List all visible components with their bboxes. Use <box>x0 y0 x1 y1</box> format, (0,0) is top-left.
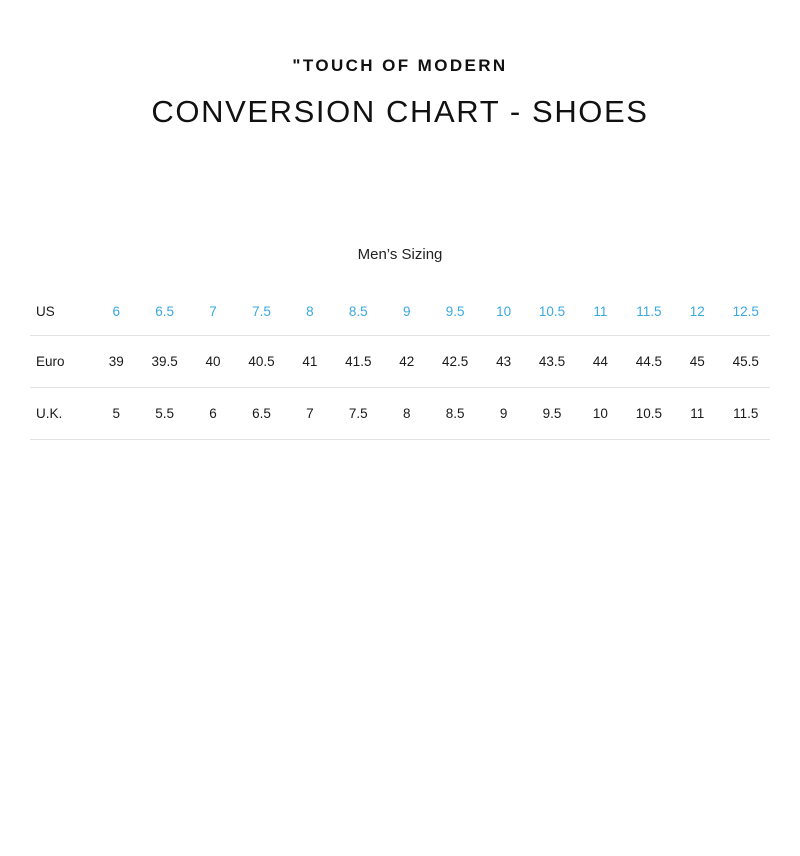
cell-euro-12: 45 <box>673 335 721 387</box>
row-label-uk: U.K. <box>30 387 92 439</box>
cell-uk-2: 6 <box>189 387 237 439</box>
cell-uk-5: 7.5 <box>334 387 382 439</box>
cell-euro-4: 41 <box>286 335 334 387</box>
conversion-chart-page <box>0 56 800 856</box>
cell-us-2: 7 <box>209 304 217 320</box>
cell-us-1: 6.5 <box>155 304 175 320</box>
cell-uk-13: 11.5 <box>721 387 770 439</box>
cell-uk-1: 5.5 <box>140 387 188 439</box>
cell-us-6: 9 <box>402 304 411 320</box>
page-title: CONVERSION CHART - SHOES <box>151 94 649 129</box>
brand-logo: ʺTOUCH OF MODERN <box>292 56 508 75</box>
cell-uk-7: 8.5 <box>431 387 479 439</box>
cell-us-0: 6 <box>112 304 120 320</box>
cell-euro-8: 43 <box>479 335 527 387</box>
table-row-us <box>30 289 770 335</box>
row-label-us: US <box>36 304 55 320</box>
cell-euro-2: 40 <box>189 335 237 387</box>
table-row-euro <box>30 335 770 387</box>
cell-euro-5: 41.5 <box>334 335 382 387</box>
cell-euro-7: 42.5 <box>431 335 479 387</box>
cell-us-10: 11 <box>593 304 608 320</box>
cell-euro-3: 40.5 <box>237 335 285 387</box>
cell-us-5: 8.5 <box>348 304 368 320</box>
table-bottom-border-row <box>30 439 770 440</box>
cell-us-9: 10.5 <box>538 304 566 320</box>
cell-uk-0: 5 <box>92 387 140 439</box>
cell-uk-6: 8 <box>383 387 431 439</box>
cell-euro-10: 44 <box>576 335 624 387</box>
size-table-wrapper <box>0 289 800 440</box>
cell-us-3: 7.5 <box>252 304 271 320</box>
cell-euro-11: 44.5 <box>625 335 673 387</box>
cell-uk-9: 9.5 <box>528 387 576 439</box>
cell-euro-6: 42 <box>383 335 431 387</box>
cell-euro-1: 39.5 <box>140 335 188 387</box>
cell-uk-10: 10 <box>576 387 624 439</box>
cell-uk-8: 9 <box>479 387 527 439</box>
cell-us-4: 8 <box>306 304 314 320</box>
cell-us-8: 10 <box>496 304 512 320</box>
section-title: Men’s Sizing <box>357 246 443 263</box>
cell-us-13: 12.5 <box>732 304 759 320</box>
cell-uk-3: 6.5 <box>237 387 285 439</box>
size-conversion-table <box>30 289 770 440</box>
row-label-euro: Euro <box>30 335 92 387</box>
cell-us-11: 11.5 <box>636 304 662 320</box>
cell-uk-12: 11 <box>673 387 721 439</box>
cell-euro-0: 39 <box>92 335 140 387</box>
cell-us-12: 12 <box>689 304 705 320</box>
cell-euro-13: 45.5 <box>721 335 770 387</box>
cell-uk-4: 7 <box>286 387 334 439</box>
cell-uk-11: 10.5 <box>625 387 673 439</box>
cell-euro-9: 43.5 <box>528 335 576 387</box>
cell-us-7: 9.5 <box>445 304 465 320</box>
table-row-uk <box>30 387 770 439</box>
